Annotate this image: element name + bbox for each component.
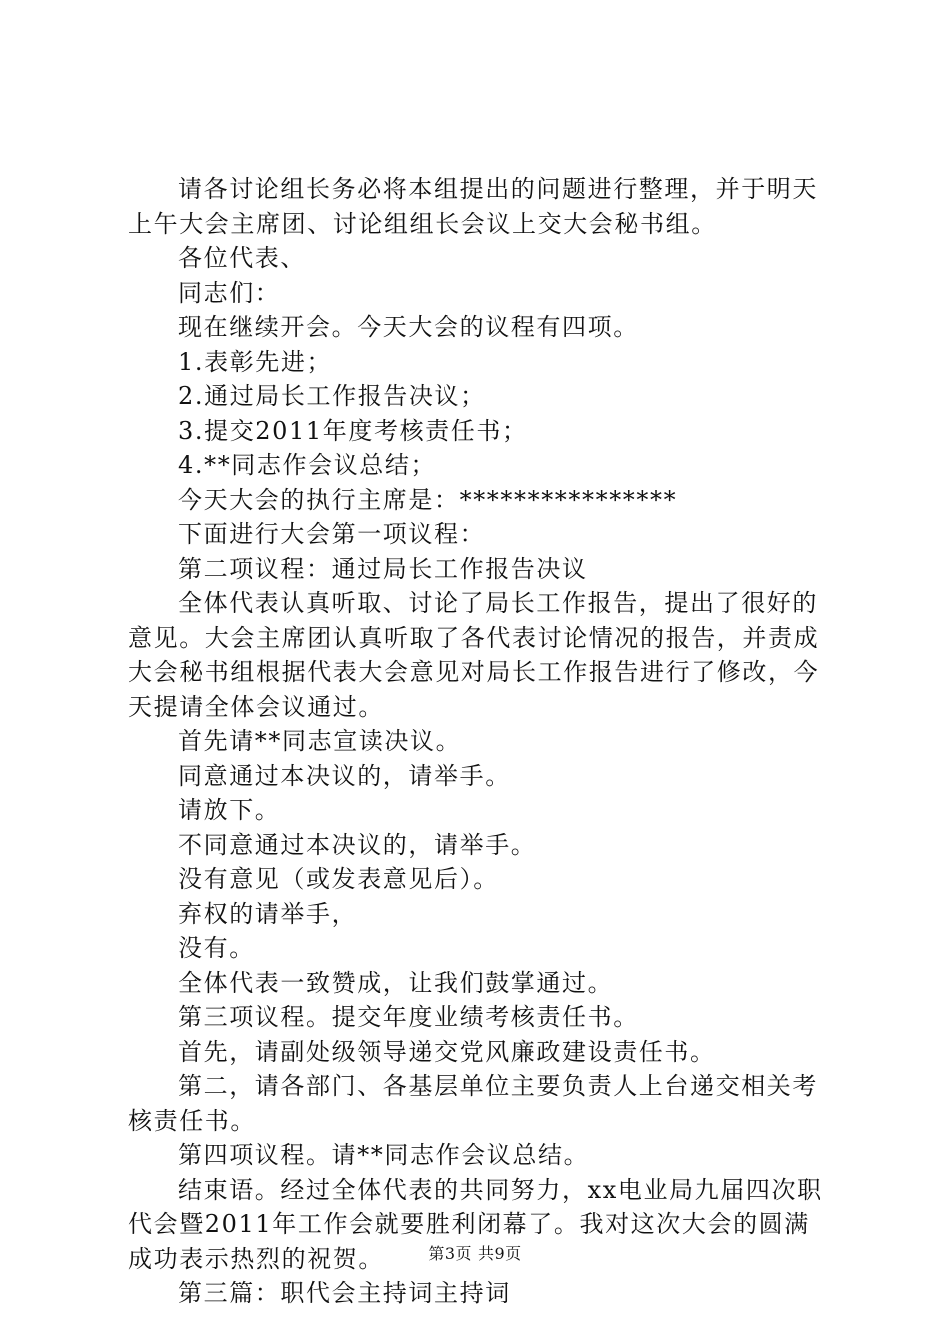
paragraph-report-discussion: 全体代表认真听取、讨论了局长工作报告，提出了很好的意见。大会主席团认真听取了各代表讨论情况的报告，并责成大会秘书组根据代表大会意见对局长工作报告进行了修改，今天提请全体会议通过。 <box>128 589 820 721</box>
page-number-footer <box>0 1243 950 1265</box>
paragraph-third-agenda: 第三项议程。提交年度业绩考核责任书。 <box>178 1003 639 1031</box>
page-total: 共9页 <box>478 1244 522 1263</box>
paragraph-second-submission: 第二，请各部门、各基层单位主要负责人上台递交相关考核责任书。 <box>128 1072 818 1135</box>
paragraph-fourth-agenda: 第四项议程。请**同志作会议总结。 <box>178 1141 590 1169</box>
paragraph-agenda-item-2: 2.通过局长工作报告决议； <box>178 382 486 410</box>
paragraph-hands-down: 请放下。 <box>178 796 281 824</box>
paragraph-first-submission: 首先，请副处级领导递交党风廉政建设责任书。 <box>178 1037 716 1066</box>
paragraph-greeting-comrades: 同志们： <box>178 278 281 307</box>
paragraph-greeting-delegates: 各位代表、 <box>178 244 306 272</box>
paragraph-no-objection: 没有意见（或发表意见后）。 <box>178 865 499 893</box>
paragraph-none: 没有。 <box>178 934 255 962</box>
document-body <box>128 172 834 1311</box>
paragraph-second-agenda-heading: 第二项议程：通过局长工作报告决议 <box>178 554 588 583</box>
paragraph-unanimous: 全体代表一致赞成，让我们鼓掌通过。 <box>178 968 614 997</box>
paragraph-intro-instruction: 请各讨论组长务必将本组提出的问题进行整理，并于明天上午大会主席团、讨论组组长会议上交大会秘书组。 <box>128 175 818 238</box>
page-number: 第3页 <box>428 1244 472 1263</box>
paragraph-read-resolution: 首先请**同志宣读决议。 <box>178 727 462 755</box>
paragraph-vote-disagree: 不同意通过本决议的，请举手。 <box>178 830 537 859</box>
paragraph-agenda-item-3: 3.提交2011年度考核责任书； <box>178 416 528 445</box>
paragraph-vote-abstain: 弃权的请举手， <box>178 899 358 928</box>
paragraph-agenda-intro: 现在继续开会。今天大会的议程有四项。 <box>178 313 639 341</box>
paragraph-vote-agree: 同意通过本决议的，请举手。 <box>178 761 511 790</box>
paragraph-part-three-title: 第三篇：职代会主持词主持词 <box>178 1279 511 1307</box>
paragraph-first-agenda: 下面进行大会第一项议程： <box>178 520 486 548</box>
paragraph-closing-remarks: 结束语。经过全体代表的共同努力，xx电业局九届四次职代会暨2011年工作会就要胜利闭幕了。我对这次大会的圆满成功表示热烈的祝贺。 <box>128 1175 823 1273</box>
paragraph-agenda-item-4: 4.**同志作会议总结； <box>178 451 437 479</box>
paragraph-agenda-item-1: 1.表彰先进； <box>178 347 333 376</box>
paragraph-executive-chair: 今天大会的执行主席是：**************** <box>178 485 678 514</box>
